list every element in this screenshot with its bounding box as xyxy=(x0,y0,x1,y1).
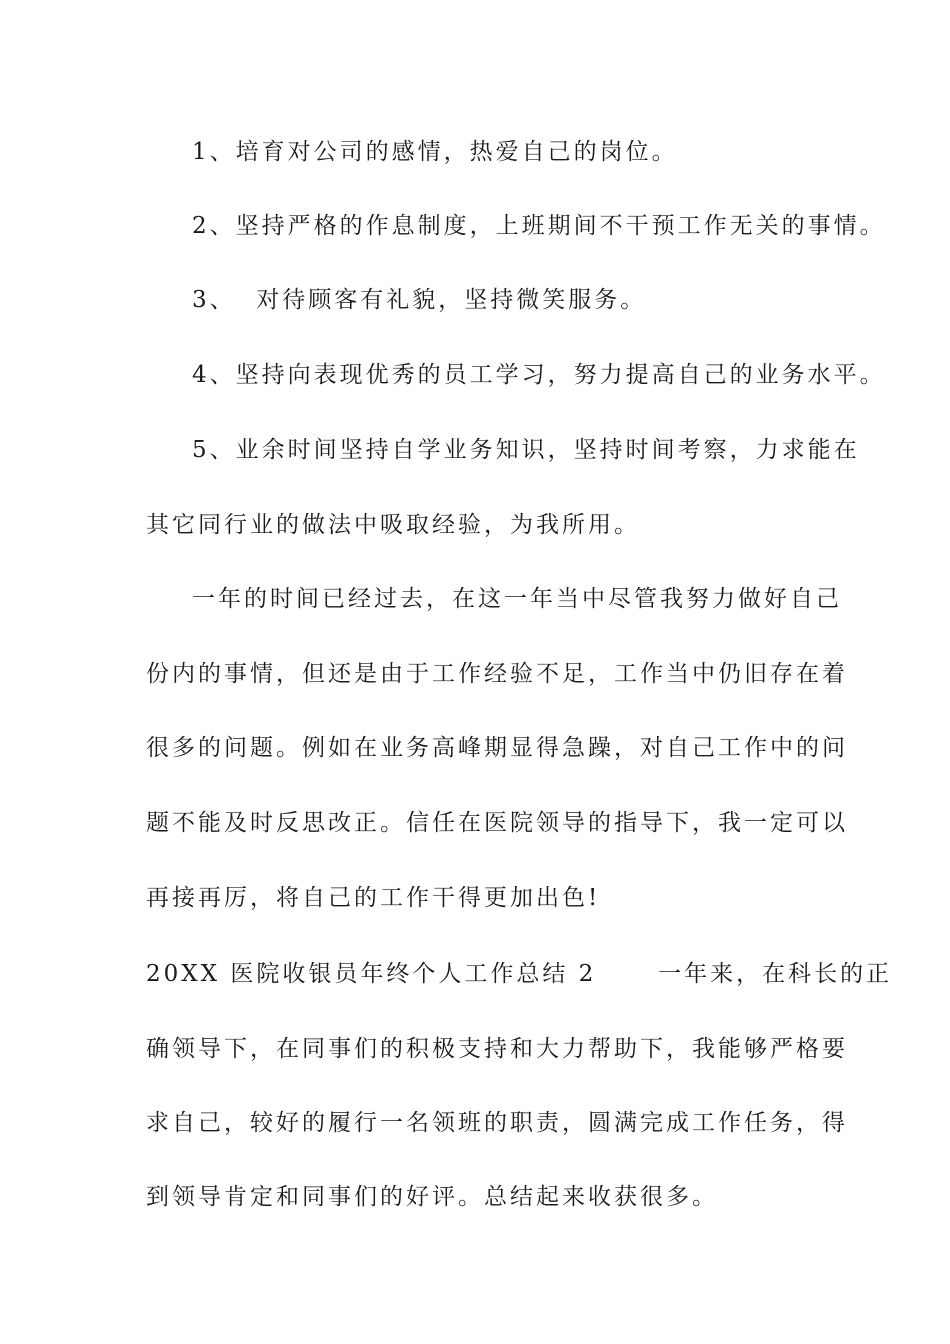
paragraph-line: 题不能及时反思改正。信任在医院领导的指导下，我一定可以 xyxy=(146,810,848,836)
list-item-4: 4、坚持向表现优秀的员工学习，努力提高自己的业务水平。 xyxy=(192,362,886,388)
paragraph-line: 一年的时间已经过去，在这一年当中尽管我努力做好自己 xyxy=(192,586,842,612)
paragraph-line: 确领导下，在同事们的积极支持和大力帮助下，我能够严格要 xyxy=(146,1036,848,1062)
list-item-1: 1、培育对公司的感情，热爱自己的岗位。 xyxy=(192,139,678,165)
section-heading-line: 20XX 医院收银员年终个人工作总结 2 一年来，在科长的正 xyxy=(146,961,893,987)
list-item-2: 2、坚持严格的作息制度，上班期间不干预工作无关的事情。 xyxy=(192,213,886,239)
paragraph-line: 份内的事情，但还是由于工作经验不足，工作当中仍旧存在着 xyxy=(146,661,848,687)
paragraph-line: 到领导肯定和同事们的好评。总结起来收获很多。 xyxy=(146,1184,718,1210)
list-item-3: 3、 对待顾客有礼貌，坚持微笑服务。 xyxy=(192,287,647,313)
paragraph-line: 求自己，较好的履行一名领班的职责，圆满完成工作任务，得 xyxy=(146,1110,848,1136)
paragraph-line: 很多的问题。例如在业务高峰期显得急躁，对自己工作中的问 xyxy=(146,735,848,761)
paragraph-line: 再接再厉，将自己的工作干得更加出色! xyxy=(146,885,601,911)
list-item-5: 5、业余时间坚持自学业务知识，坚持时间考察，力求能在 xyxy=(192,437,860,463)
list-item-5-continued: 其它同行业的做法中吸取经验，为我所用。 xyxy=(146,512,640,538)
